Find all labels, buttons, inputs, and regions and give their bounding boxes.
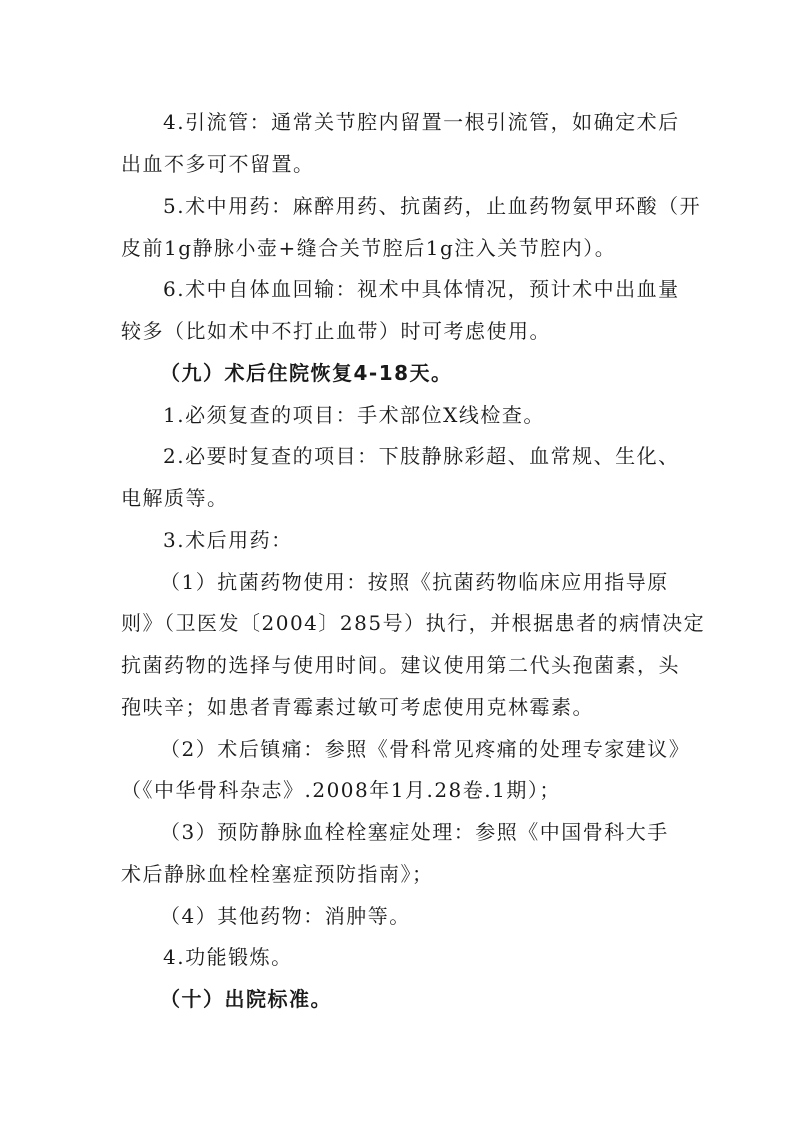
text-line: （《中华骨科杂志》.2008年1月.28卷.1期）；	[121, 778, 561, 802]
text-line: 孢呋辛；如患者青霉素过敏可考虑使用克林霉素。	[121, 695, 594, 719]
text-line: 6.术中自体血回输：视术中具体情况，预计术中出血量	[163, 277, 680, 301]
text-line: 则》（卫医发〔2004〕285号）执行，并根据患者的病情决定	[121, 611, 706, 635]
text-line: 皮前1g静脉小壶+缝合关节腔后1g注入关节腔内）。	[121, 236, 617, 260]
text-line: 出血不多可不留置。	[121, 152, 315, 176]
text-line: （1）抗菌药物使用：按照《抗菌药物临床应用指导原	[160, 570, 669, 594]
text-line: （4）其他药物：消肿等。	[160, 904, 411, 928]
text-line: （2）术后镇痛：参照《骨科常见疼痛的处理专家建议》	[160, 737, 691, 761]
section-heading: （十）出院标准。	[160, 987, 332, 1011]
text-line: （3）预防静脉血栓栓塞症处理：参照《中国骨科大手	[160, 820, 669, 844]
section-heading: （九）术后住院恢复4-18天。	[160, 361, 453, 385]
text-line: 较多（比如术中不打止血带）时可考虑使用。	[121, 319, 551, 343]
text-line: 电解质等。	[121, 486, 229, 510]
text-line: 3.术后用药：	[163, 528, 293, 552]
text-line: 1.必须复查的项目：手术部位X线检查。	[163, 403, 545, 427]
text-line: 2.必要时复查的项目：下肢静脉彩超、血常规、生化、	[163, 444, 680, 468]
text-line: 4.功能锻炼。	[163, 945, 293, 969]
text-line: 5.术中用药：麻醉用药、抗菌药，止血药物氨甲环酸（开	[163, 194, 702, 218]
text-line: 4.引流管：通常关节腔内留置一根引流管，如确定术后	[163, 110, 680, 134]
text-line: 术后静脉血栓栓塞症预防指南》；	[121, 862, 434, 886]
text-line: 抗菌药物的选择与使用时间。建议使用第二代头孢菌素，头	[121, 653, 680, 677]
